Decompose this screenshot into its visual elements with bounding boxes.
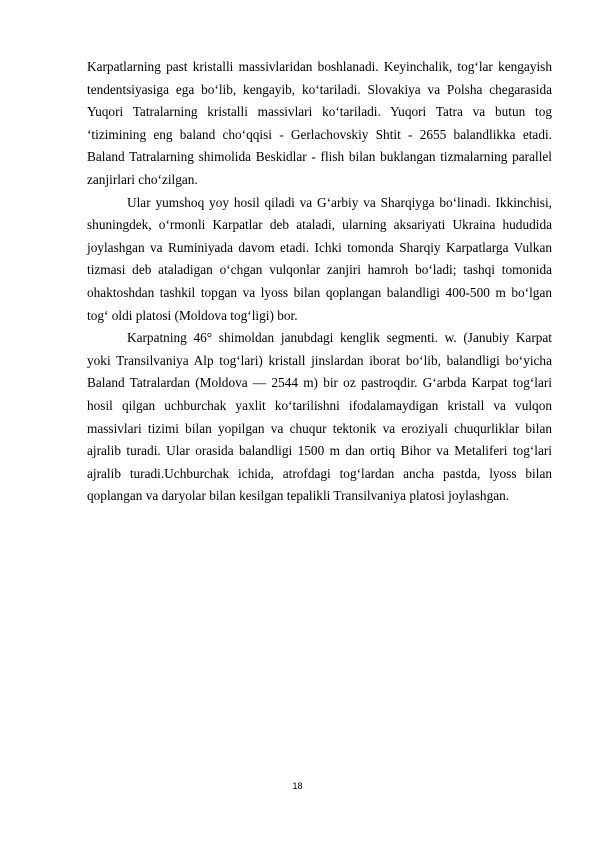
page-number: 18 — [292, 781, 303, 791]
body-text — [87, 56, 552, 508]
paragraph-carpathian-tatras: Karpatlarning past kristalli massivlaridan boshlanadi. Keyinchalik, togʻlar kengayish tendentsiyasiga ega boʻlib, kengayib, koʻtariladi. Slovakiya va Polsha chegarasida Yuqori Tatralarning kristalli massivlari koʻtariladi. Yuqori Tatra va butun tog ʻtizimining eng baland choʻqqisi - Gerlachovskiy Shtit - 2655 balandlikka etadi. Baland Tatralarning shimolida Beskidlar - flish bilan buklangan tizmalarning parallel zanjirlari choʻzilgan. — [87, 59, 552, 187]
paragraph-eastern-carpathians: Ular yumshoq yoy hosil qiladi va Gʻarbiy va Sharqiyga boʻlinadi. Ikkinchisi, shuningdek, oʻrmonli Karpatlar deb ataladi, ularning aksariyati Ukraina hududida joylashgan va Ruminiyada davom etadi. Ichki tomonda Sharqiy Karpatlarga Vulkan tizmasi deb ataladigan oʻchgan vulqonlar zanjiri hamroh boʻladi; tashqi tomonida ohaktoshdan tashkil topgan va lyoss bilan qoplangan balandligi 400-500 m boʻlgan togʻ oldi platosi (Moldova togʻligi) bor. — [87, 194, 552, 323]
paragraph-southern-carpathians: Karpatning 46° shimoldan janubdagi kenglik segmenti. w. (Janubiy Karpat yoki Transilvaniya Alp togʻlari) kristall jinslardan iborat boʻlib, balandligi boʻyicha Baland Tatralardan (Moldova — 2544 m) bir oz pastroqdir. Gʻarbda Karpat togʻlari hosil qilgan uchburchak yaxlit koʻtarilishni ifodalamaydigan kristall va vulqon massivlari tizimi bilan yopilgan va chuqur tektonik va eroziyali chuqurliklar bilan ajralib turadi. Ular orasida balandligi 1500 m dan ortiq Bihor va Metaliferi togʻlari ajralib turadi.Uchburchak ichida, atrofdagi togʻlardan ancha pastda, lyoss bilan qoplangan va daryolar bilan kesilgan tepalikli Transilvaniya platosi joylashgan. — [87, 330, 552, 504]
